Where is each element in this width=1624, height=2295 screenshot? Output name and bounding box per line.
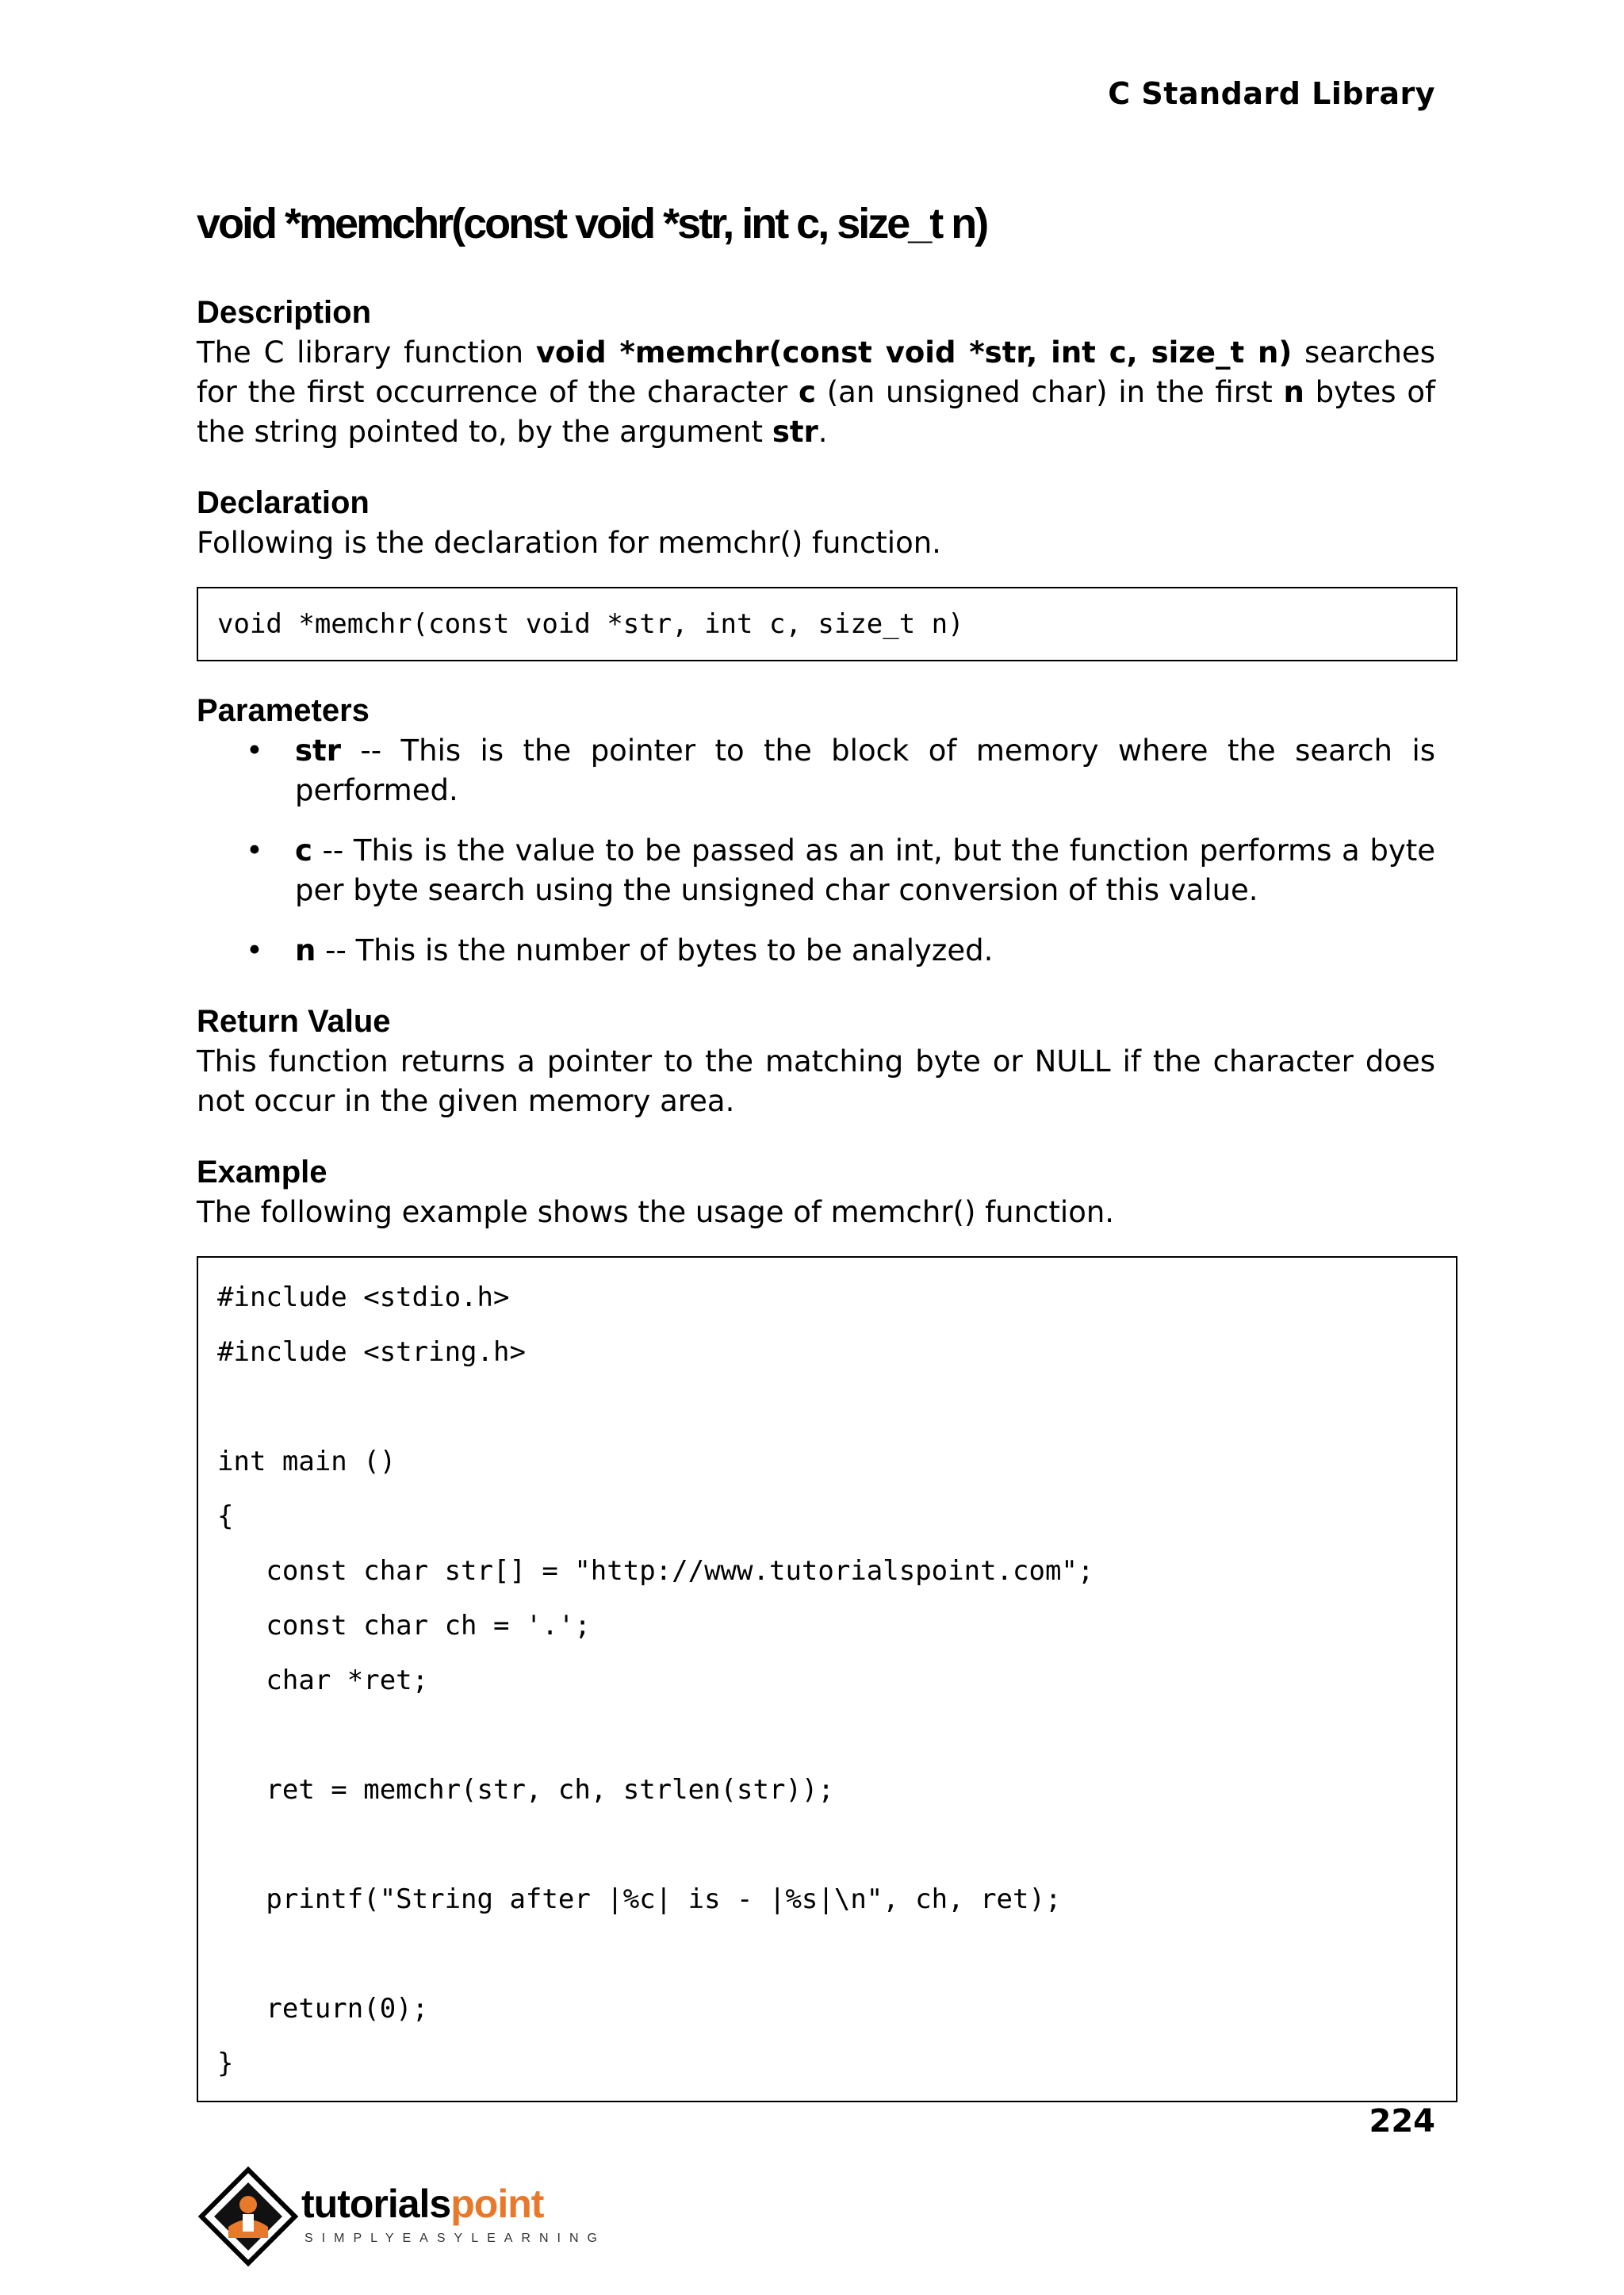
param-description: -- This is the number of bytes to be analyzed. [316,933,994,967]
declaration-heading: Declaration [197,485,370,520]
code-line: const char str[] = "http://www.tutorialspoint.com"; [217,1555,1094,1587]
example-code-box [197,1256,1457,2102]
list-item [197,831,1435,910]
code-line: #include <stdio.h> [217,1282,510,1313]
page-number: 224 [1369,2103,1435,2140]
declaration-code: void *memchr(const void *str, int c, size_t n) [217,608,964,640]
bullet-icon: • [246,833,263,868]
logo-tagline: SIMPLYEASYLEARNING [304,2232,606,2245]
description-heading: Description [197,295,372,330]
list-item [197,931,1435,971]
page-content [197,193,1435,2102]
function-signature-bold: void *memchr(const void *str, int c, size_t n) [535,335,1293,370]
return-value-section [197,1001,1435,1121]
logo-text: tutorialspoint [301,2182,544,2226]
list-item [197,731,1435,810]
page-title: void *memchr(const void *str, int c, size_t n) [197,200,987,247]
return-value-heading: Return Value [197,1004,391,1039]
param-str-bold: str [772,415,818,449]
param-description: -- This is the pointer to the block of memory where the search is performed. [295,734,1435,807]
param-name: str [295,734,341,768]
description-text [197,333,1435,452]
tutorialspoint-logo [197,2165,606,2268]
code-line: { [217,1500,234,1532]
param-name: n [295,933,316,967]
running-header: C Standard Library [1108,76,1435,111]
description-text-part: bytes of the string pointed to, by the argument [197,375,1436,449]
code-line: ret = memchr(str, ch, strlen(str)); [217,1774,834,1806]
code-line: return(0); [217,1993,429,2025]
description-text-part: searches for the first occurrence of the character [197,335,1435,409]
code-line [217,1380,1437,1435]
code-line: } [217,2048,234,2079]
param-description: -- This is the value to be passed as an int, but the function performs a byte per byte search using the unsigned char conversion of this value. [295,833,1435,907]
param-name: c [295,833,312,868]
example-text: The following example shows the usage of memchr() function. [197,1195,1115,1229]
parameters-list [197,731,1435,971]
code-line: int main () [217,1446,396,1477]
code-line [217,1708,1437,1763]
description-text-part: . [818,415,828,449]
parameters-heading: Parameters [197,693,370,728]
declaration-code-box [197,587,1457,661]
bullet-icon: • [246,933,263,967]
code-line: const char ch = '.'; [217,1610,591,1642]
param-n-bold: n [1283,375,1304,409]
example-section [197,1151,1435,2102]
description-text-part: The C library function [197,335,536,370]
param-c-bold: c [799,375,816,409]
declaration-section [197,482,1435,661]
code-line: #include <string.h> [217,1336,526,1368]
logo-emblem-icon [197,2165,300,2268]
declaration-text: Following is the declaration for memchr() function. [197,526,941,560]
description-text-part: (an unsigned char) in the first [815,375,1284,409]
code-line [217,1927,1437,1982]
code-line: printf("String after |%c| is - |%s|\n", ch, ret); [217,1883,1062,1915]
code-line: char *ret; [217,1665,429,1696]
parameters-section [197,690,1435,971]
bullet-icon: • [246,734,263,768]
example-heading: Example [197,1155,327,1190]
code-line [217,1818,1437,1872]
return-value-text: This function returns a pointer to the matching byte or NULL if the character does not occur in the given memory area. [197,1044,1435,1118]
description-section [197,292,1435,452]
